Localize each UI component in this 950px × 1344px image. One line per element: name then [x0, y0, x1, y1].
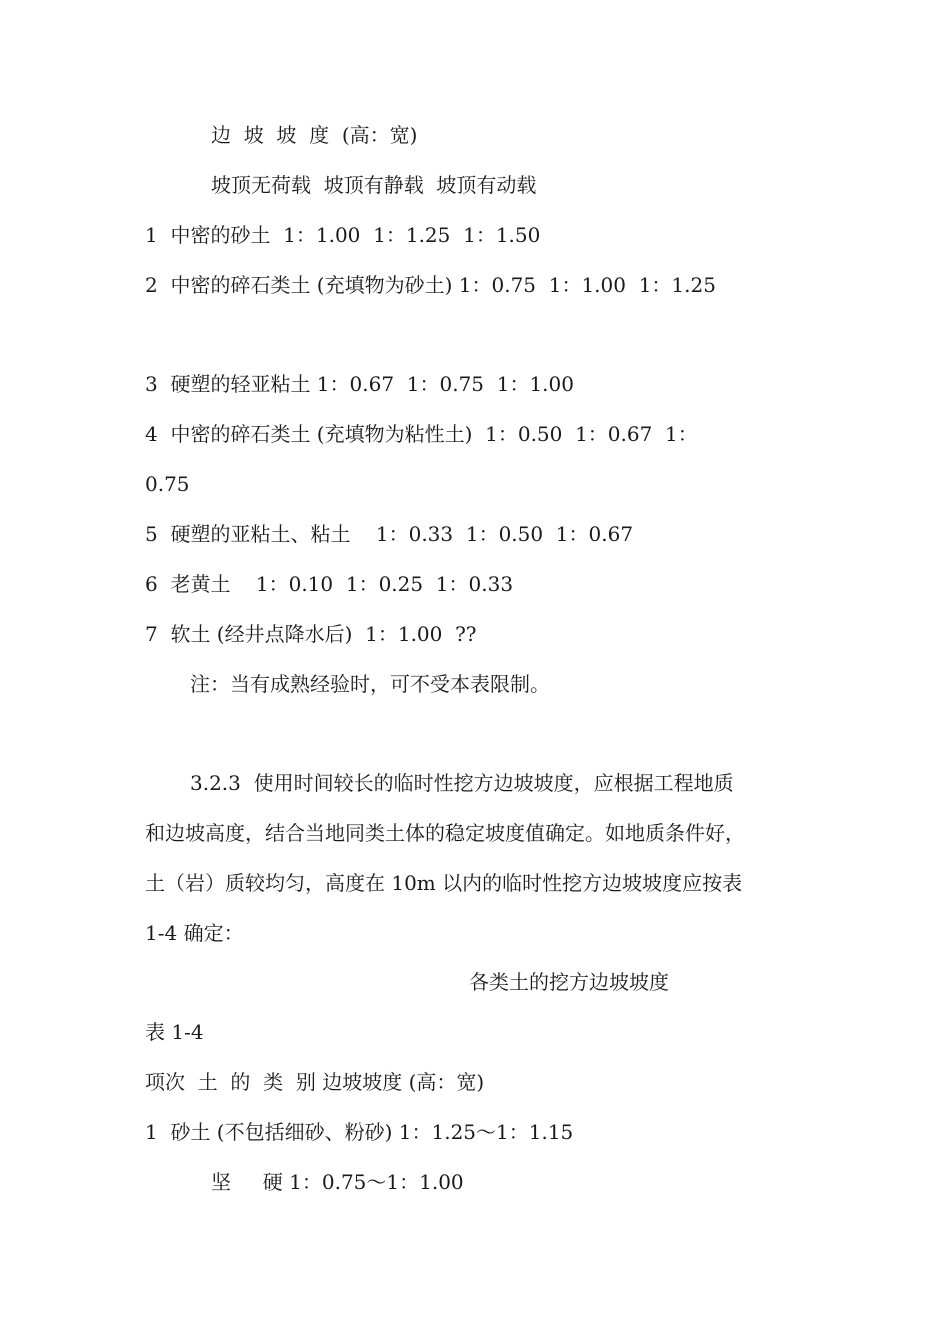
table-row-continuation: 0.75 [145, 472, 190, 496]
table-row: 1 中密的砂土 1：1.00 1：1.25 1：1.50 [145, 223, 541, 247]
paragraph-line: 3.2.3 使用时间较长的临时性挖方边坡坡度，应根据工程地质 [190, 771, 734, 795]
table-header-columns: 坡顶无荷载 坡顶有静载 坡顶有动载 [211, 173, 537, 197]
table2-header: 项次 土 的 类 别 边坡坡度 (高：宽) [145, 1070, 485, 1094]
table-row: 6 老黄土 1：0.10 1：0.25 1：0.33 [145, 572, 514, 596]
table-row: 5 硬塑的亚粘土、粘土 1：0.33 1：0.50 1：0.67 [145, 522, 634, 546]
table-header-title: 边 坡 坡 度 (高：宽) [211, 123, 418, 147]
table2-row: 坚 硬 1：0.75～1：1.00 [211, 1170, 464, 1194]
table2-label: 表 1-4 [145, 1020, 204, 1044]
table2-row: 1 砂土 (不包括细砂、粉砂) 1：1.25～1：1.15 [145, 1120, 574, 1144]
table-row: 7 软土 (经井点降水后) 1：1.00 ?? [145, 622, 477, 646]
table-note: 注：当有成熟经验时，可不受本表限制。 [190, 672, 550, 696]
table-row: 3 硬塑的轻亚粘土 1：0.67 1：0.75 1：1.00 [145, 372, 574, 396]
table2-caption: 各类土的挖方边坡坡度 [469, 970, 669, 994]
table-row: 4 中密的碎石类土 (充填物为粘性土) 1：0.50 1：0.67 1： [145, 422, 698, 446]
paragraph-line: 和边坡高度，结合当地同类土体的稳定坡度值确定。如地质条件好， [145, 821, 745, 845]
table-row: 2 中密的碎石类土 (充填物为砂土) 1：0.75 1：1.00 1：1.25 [145, 273, 716, 297]
paragraph-line: 1-4 确定： [145, 921, 244, 945]
paragraph-line: 土（岩）质较均匀，高度在 10m 以内的临时性挖方边坡坡度应按表 [145, 871, 743, 895]
